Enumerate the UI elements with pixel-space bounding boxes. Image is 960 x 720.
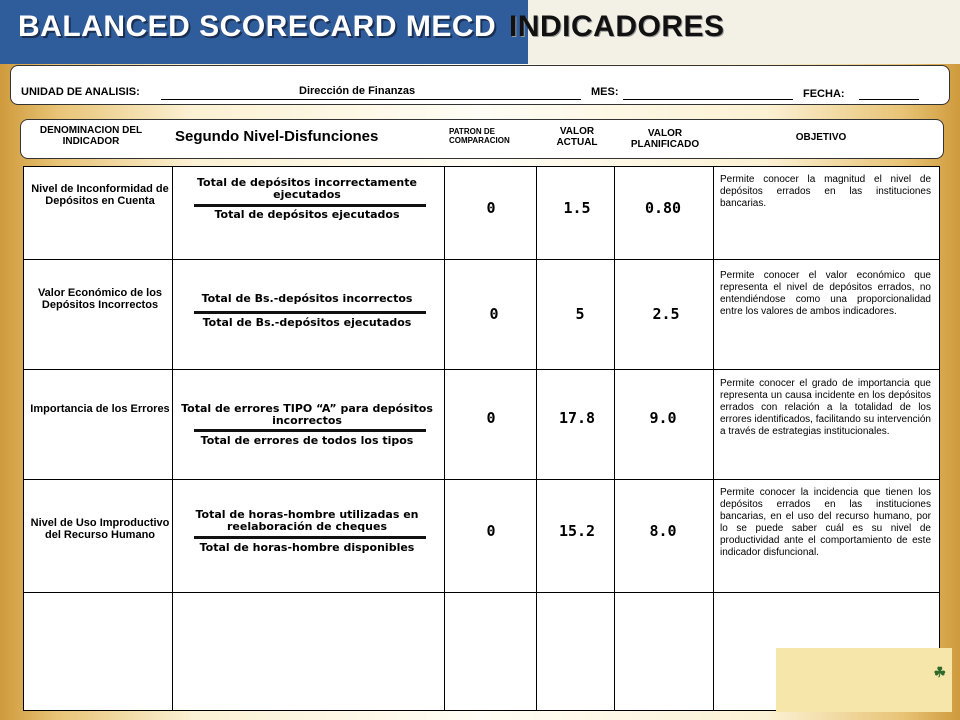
formula-denominator: Total de Bs.-depósitos ejecutados — [202, 316, 412, 329]
actual-value: 15.2 — [558, 522, 596, 540]
indicator-table — [23, 166, 940, 711]
formula-numerator: Total de horas-hombre utilizadas en reelaboración de cheques — [195, 508, 419, 533]
header-valor-actual: VALOR ACTUAL — [556, 126, 598, 148]
header-valor-planificado: VALOR PLANIFICADO — [630, 128, 700, 150]
header-box — [20, 119, 944, 159]
logo — [776, 648, 952, 712]
fecha-field[interactable] — [859, 99, 919, 100]
fraction-bar — [194, 311, 426, 314]
unit-box — [10, 65, 950, 105]
objetivo-text: Permite conocer la magnitud el nivel de depósitos errados en las instituciones bancarias. — [720, 174, 931, 209]
formula-denominator: Total de errores de todos los tipos — [200, 434, 414, 447]
actual-value: 5 — [575, 305, 585, 323]
header-denominacion: DENOMINACION DEL INDICADOR — [39, 125, 143, 147]
indicator-name: Nivel de Uso Improductivo del Recurso Humano — [30, 517, 170, 541]
leaf-icon: ☘ — [933, 664, 946, 680]
patron-value: 0 — [489, 305, 499, 323]
fraction-bar — [194, 204, 426, 207]
formula-numerator: Total de depósitos incorrectamente ejecutados — [197, 176, 417, 201]
formula-numerator: Total de Bs.-depósitos incorrectos — [201, 292, 413, 305]
header-patron: PATRON DE COMPARACION — [449, 127, 510, 145]
fraction-bar — [194, 536, 426, 539]
patron-value: 0 — [486, 409, 496, 427]
indicator-name: Importancia de los Errores — [30, 403, 170, 415]
header-nivel: Segundo Nivel-Disfunciones — [175, 128, 379, 145]
col-divider — [444, 167, 445, 710]
fecha-label: FECHA: — [803, 88, 845, 100]
title-bar — [0, 0, 960, 64]
patron-value: 0 — [486, 522, 496, 540]
indicator-name: Nivel de Inconformidad de Depósitos en Cuenta — [31, 183, 169, 207]
col-divider — [536, 167, 537, 710]
row-divider — [24, 369, 939, 370]
col-divider — [614, 167, 615, 710]
row-divider — [24, 259, 939, 260]
actual-value: 17.8 — [558, 409, 596, 427]
unit-underline — [161, 99, 581, 100]
row-divider — [24, 592, 939, 593]
col-divider — [713, 167, 714, 710]
fraction-bar — [194, 429, 426, 432]
formula-denominator: Total de horas-hombre disponibles — [199, 541, 415, 554]
formula-numerator: Total de errores TIPO “A” para depósitos incorrectos — [181, 402, 433, 427]
mes-field[interactable] — [623, 99, 793, 100]
col-divider — [172, 167, 173, 710]
title-sub: INDICADORES — [509, 10, 725, 43]
header-objetivo: OBJETIVO — [795, 132, 847, 143]
unit-value[interactable]: Dirección de Finanzas — [299, 85, 416, 97]
objetivo-text: Permite conocer el valor económico que representa el nivel de depósitos errados, no entendiéndose como una proporcionalidad entre los valores de ambos indicadores. — [720, 270, 931, 317]
patron-value: 0 — [486, 199, 496, 217]
title-main: BALANCED SCORECARD MECD — [18, 10, 497, 43]
page-title — [18, 10, 725, 44]
planificado-value: 2.5 — [652, 305, 680, 323]
planificado-value: 9.0 — [649, 409, 677, 427]
planificado-value: 0.80 — [644, 199, 682, 217]
unit-label: UNIDAD DE ANALISIS: — [21, 86, 140, 98]
objetivo-text: Permite conocer la incidencia que tienen los depósitos errados en las instituciones bancarias, en el uso del recurso humano, por lo se puede saber cuál es su nivel de productividad ante el comportamiento de este indicador disfuncional. — [720, 487, 931, 558]
actual-value: 1.5 — [563, 199, 591, 217]
mes-label: MES: — [591, 86, 619, 98]
indicator-name: Valor Económico de los Depósitos Incorrectos — [37, 287, 163, 311]
row-divider — [24, 479, 939, 480]
objetivo-text: Permite conocer el grado de importancia que representa un causa incidente en los depósitos errados con relación a la totalidad de los errores identificados, facilitando su intervención a través de estrategias institucionales. — [720, 378, 931, 437]
formula-denominator: Total de depósitos ejecutados — [214, 208, 400, 221]
planificado-value: 8.0 — [649, 522, 677, 540]
